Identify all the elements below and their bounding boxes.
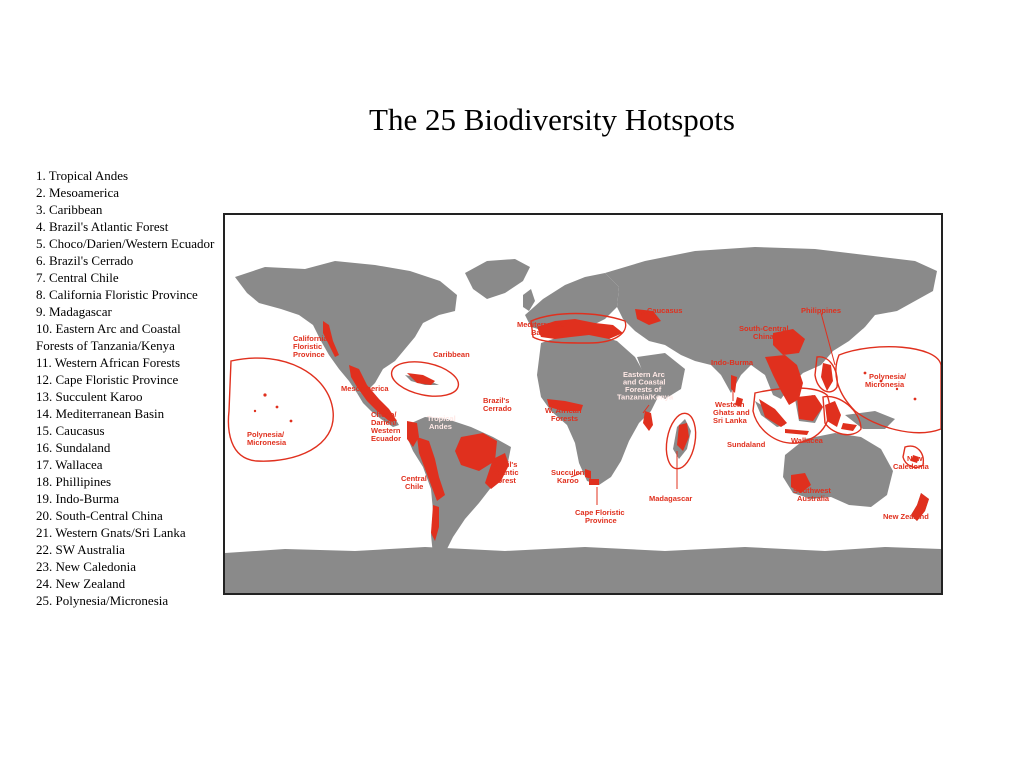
legend-item: 18. Phillipines (36, 474, 112, 489)
legend-item: 2. Mesoamerica (36, 185, 120, 200)
legend-item: 10. Eastern Arc and Coastal Forests of Tanzania/Kenya (36, 321, 181, 353)
map-label-new-zealand: New Zealand (883, 512, 929, 521)
legend-item: 17. Wallacea (36, 457, 103, 472)
map-label-cape-floristic: Cape Floristic Province (575, 508, 625, 525)
hotspot-cape-floristic (589, 479, 599, 485)
legend-item: 15. Caucasus (36, 423, 105, 438)
legend-item: 19. Indo-Burma (36, 491, 120, 506)
landmass-antarctica (225, 547, 941, 593)
page-title: The 25 Biodiversity Hotspots (369, 102, 735, 137)
map-label-succulent-karoo: Succulent Karoo (551, 468, 587, 485)
map-label-caribbean: Caribbean (433, 350, 470, 359)
legend-item: 7. Central Chile (36, 270, 119, 285)
legend-item: 1. Tropical Andes (36, 168, 129, 183)
title-container (300, 100, 804, 140)
map-label-caucasus: Caucasus (647, 306, 683, 315)
map-label-tropical-andes: Tropical Andes (427, 414, 456, 431)
map-label-mesoamerica: Mesoamerica (341, 384, 389, 393)
map-label-atlantic-forest: Brazil's Atlantic Forest (491, 460, 519, 485)
map-label-choco: Choco/ Darien/ Western Ecuador (371, 410, 402, 443)
map-label-cerrado: Brazil's Cerrado (483, 396, 512, 413)
map-label-new-caledonia: New Caledonia (893, 454, 929, 471)
legend-item: 9. Madagascar (36, 304, 112, 319)
legend-item: 20. South-Central China (36, 508, 163, 523)
map-label-wallacea: Wallacea (791, 436, 823, 445)
legend-item: 12. Cape Floristic Province (36, 372, 179, 387)
legend-item: 24. New Zealand (36, 576, 126, 591)
map-label-eastern-arc: Eastern Arc and Coastal Forests of Tanzania/Kenya (617, 370, 674, 402)
legend-item: 23. New Caledonia (36, 559, 137, 574)
map-label-central-chile: Central Chile (401, 474, 427, 491)
map-label-indo-burma: Indo-Burma (711, 358, 754, 367)
hotspot-legend-list (36, 167, 218, 609)
map-label-polynesia-west: Polynesia/ Micronesia (247, 430, 287, 447)
map-label-polynesia-east: Polynesia/ Micronesia (865, 372, 907, 389)
map-label-sw-australia: Southwest Australia (793, 486, 831, 503)
map-label-western-ghats: Western Ghats and Sri Lanka (713, 400, 750, 425)
legend-item: 8. California Floristic Province (36, 287, 198, 302)
map-label-philippines: Philippines (801, 306, 842, 315)
legend-item: 6. Brazil's Cerrado (36, 253, 134, 268)
map-label-mediterranean: Mediterranean Basin (517, 320, 569, 337)
map-label-sundaland: Sundaland (727, 440, 766, 449)
legend-item: 16. Sundaland (36, 440, 111, 455)
legend-item: 25. Polynesia/Micronesia (36, 593, 169, 608)
map-label-madagascar: Madagascar (649, 494, 693, 503)
legend-item: 13. Succulent Karoo (36, 389, 143, 404)
legend-item: 22. SW Australia (36, 542, 125, 557)
legend-item: 4. Brazil's Atlantic Forest (36, 219, 169, 234)
map-label-california: California Floristic Province (293, 334, 328, 359)
map-label-south-central-china: South-Central China (739, 324, 789, 341)
legend-item: 14. Mediterranean Basin (36, 406, 165, 421)
map-label-w-african: W. African Forests (545, 406, 582, 423)
world-map-svg (225, 215, 941, 593)
legend-item: 11. Western African Forests (36, 355, 181, 370)
legend-item: 21. Western Gnats/Sri Lanka (36, 525, 186, 540)
legend-item: 5. Choco/Darien/Western Ecuador (36, 236, 215, 251)
world-map (223, 213, 943, 595)
legend-item: 3. Caribbean (36, 202, 103, 217)
